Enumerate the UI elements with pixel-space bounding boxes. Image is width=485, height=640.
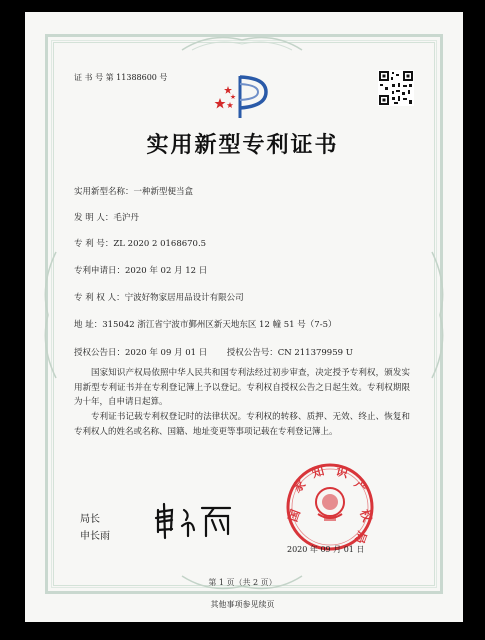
field-utility-model-name (74, 185, 193, 197)
field-inventor (74, 211, 139, 223)
field-address (74, 318, 336, 330)
certificate-title: 实用新型专利证书 (146, 132, 339, 158)
svg-text:家: 家 (289, 476, 309, 496)
field-value: 一种新型便当盒 (133, 187, 194, 197)
field-grant-date (74, 346, 353, 358)
border-ornament-left (38, 250, 58, 380)
border-ornament-top (180, 30, 305, 52)
field-application-date (74, 264, 207, 276)
field-label: 实用新型名称： (74, 187, 134, 197)
svg-text:识: 识 (334, 463, 350, 481)
director-name: 申长雨 (80, 531, 110, 542)
field-patent-number (74, 237, 206, 249)
field-label: 发 明 人： (74, 213, 114, 223)
field-value: 2020 年 02 月 12 日 (125, 266, 208, 276)
field-label: 专利申请日： (74, 266, 126, 276)
field-value: 毛沪丹 (113, 213, 139, 223)
legal-status-note: 专利证书记载专利权登记时的法律状况。专利权的转移、质押、无效、终止、恢复和专利权人的姓名或名称、国籍、地址变更等事项记载在专利登记簿上。 (74, 412, 410, 437)
svg-text:国: 国 (285, 507, 303, 524)
patent-office-logo (200, 72, 280, 122)
director-role: 局长 (80, 514, 100, 525)
field-value: 315042 浙江省宁波市鄞州区新天地东区 12 幢 51 号（7-5） (102, 320, 337, 330)
field-value: ZL 2020 2 0168670.5 (113, 239, 207, 249)
field-label: 地 址： (74, 320, 103, 330)
grant-statement: 国家知识产权局依照中华人民共和国专利法经过初步审查，决定授予专利权，颁发实用新型专利证书并在专利登记簿上予以登记。专利权自授权公告之日起生效。专利权期限为十年，自申请日起算。 (74, 368, 410, 407)
official-seal (285, 462, 375, 552)
field-value: 宁波好物家居用品设计有限公司 (124, 293, 244, 303)
field-label: 授权公告日： (74, 348, 126, 358)
svg-text:产: 产 (351, 476, 371, 496)
qr-code[interactable] (378, 70, 414, 106)
field-label: 专 利 号： (74, 239, 114, 249)
field-value: 2020 年 09 月 01 日 (125, 348, 208, 358)
continuation-note: 其他事项参见续页 (210, 600, 275, 609)
field-patentee (74, 291, 244, 303)
border-ornament-right (430, 250, 450, 380)
svg-text:权: 权 (357, 507, 375, 524)
svg-text:知: 知 (310, 463, 326, 481)
decorative-inner-frame (53, 42, 435, 586)
director-signature (148, 500, 238, 540)
svg-text:局: 局 (352, 529, 370, 546)
field-label: 专 利 权 人： (74, 293, 125, 303)
field-label: 授权公告号： (226, 348, 278, 358)
seal-date: 2020 年 09 月 01 日 (287, 545, 365, 554)
field-value: CN 211379959 U (277, 348, 353, 358)
page-number: 第 1 页（共 2 页） (208, 578, 277, 587)
certificate-number: 证 书 号 第 11388600 号 (74, 73, 168, 82)
